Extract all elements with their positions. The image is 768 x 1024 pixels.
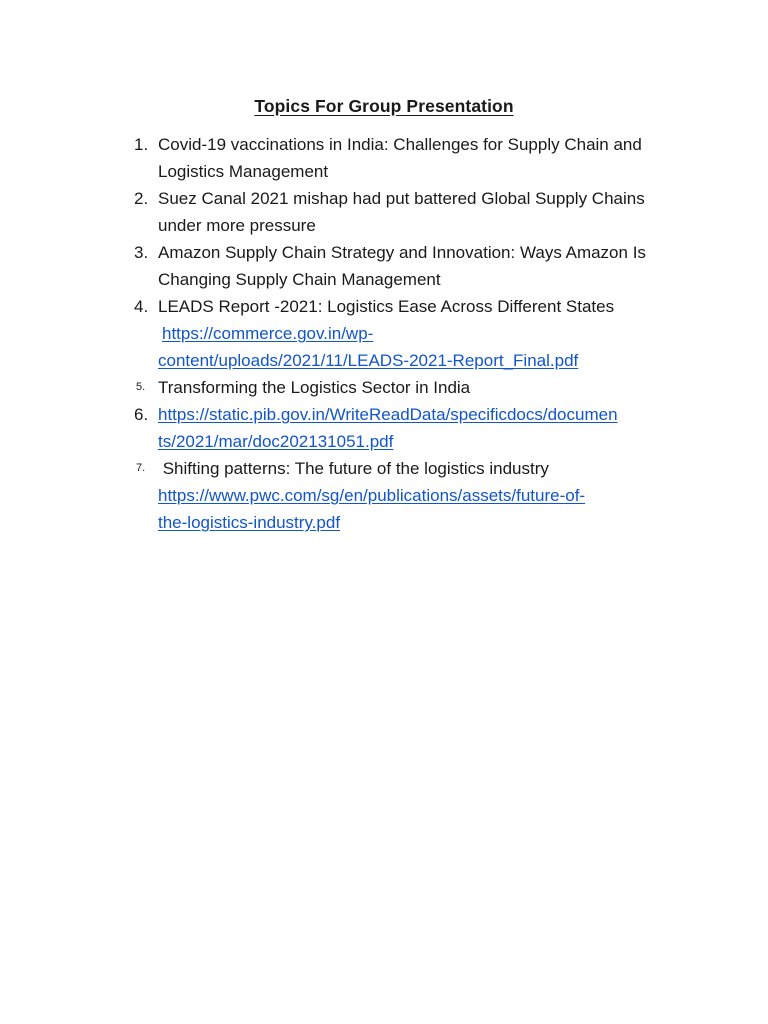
- list-item-number: 4.: [134, 297, 149, 316]
- pwc-report-link-line-1[interactable]: https://www.pwc.com/sg/en/publications/assets/future-of-: [158, 486, 586, 505]
- pib-document-link-line-1[interactable]: https://static.pib.gov.in/WriteReadData/specificdocs/documen: [158, 405, 618, 424]
- list-item-number: 3.: [134, 243, 149, 262]
- list-item-number: 1.: [134, 135, 149, 154]
- list-item: [0, 293, 768, 374]
- pib-document-link[interactable]: [158, 401, 688, 428]
- leads-report-link-line-1[interactable]: https://commerce.gov.in/wp-: [162, 324, 374, 343]
- leads-report-link-continued[interactable]: [158, 347, 688, 374]
- list-item: [0, 401, 768, 455]
- list-item-text: Changing Supply Chain Management: [158, 270, 441, 289]
- list-item-text: Amazon Supply Chain Strategy and Innovation: Ways Amazon Is: [158, 243, 646, 262]
- list-item-text: Shifting patterns: The future of the logistics industry: [158, 459, 549, 478]
- pib-document-link-line-2[interactable]: ts/2021/mar/doc202131051.pdf: [158, 432, 394, 451]
- page-title: [0, 96, 768, 117]
- list-item-text: LEADS Report -2021: Logistics Ease Across Different States: [158, 297, 615, 316]
- leads-report-link-line-2[interactable]: content/uploads/2021/11/LEADS-2021-Report_Final.pdf: [158, 351, 579, 370]
- topics-list: [0, 131, 768, 536]
- list-item-text: Covid-19 vaccinations in India: Challenges for Supply Chain and: [158, 135, 642, 154]
- list-item-number: 5.: [136, 381, 146, 393]
- pwc-report-link-line-2[interactable]: the-logistics-industry.pdf: [158, 513, 341, 532]
- list-item-text: Transforming the Logistics Sector in India: [158, 378, 471, 397]
- list-item: [0, 374, 768, 401]
- list-item-text: Logistics Management: [158, 162, 329, 181]
- pib-document-link-continued[interactable]: [158, 428, 688, 455]
- list-item-text: under more pressure: [158, 216, 316, 235]
- list-item-text: Suez Canal 2021 mishap had put battered Global Supply Chains: [158, 189, 645, 208]
- list-item-number: 2.: [134, 189, 149, 208]
- list-item-number: 7.: [136, 462, 146, 474]
- list-item: [0, 239, 768, 293]
- page-title-text: Topics For Group Presentation: [254, 96, 514, 116]
- list-item: [0, 455, 768, 536]
- list-item-number: 6.: [134, 405, 149, 424]
- pwc-report-link[interactable]: [158, 482, 688, 509]
- pwc-report-link-continued[interactable]: [158, 509, 688, 536]
- list-item: [0, 131, 768, 185]
- leads-report-link[interactable]: [158, 320, 688, 347]
- list-item: [0, 185, 768, 239]
